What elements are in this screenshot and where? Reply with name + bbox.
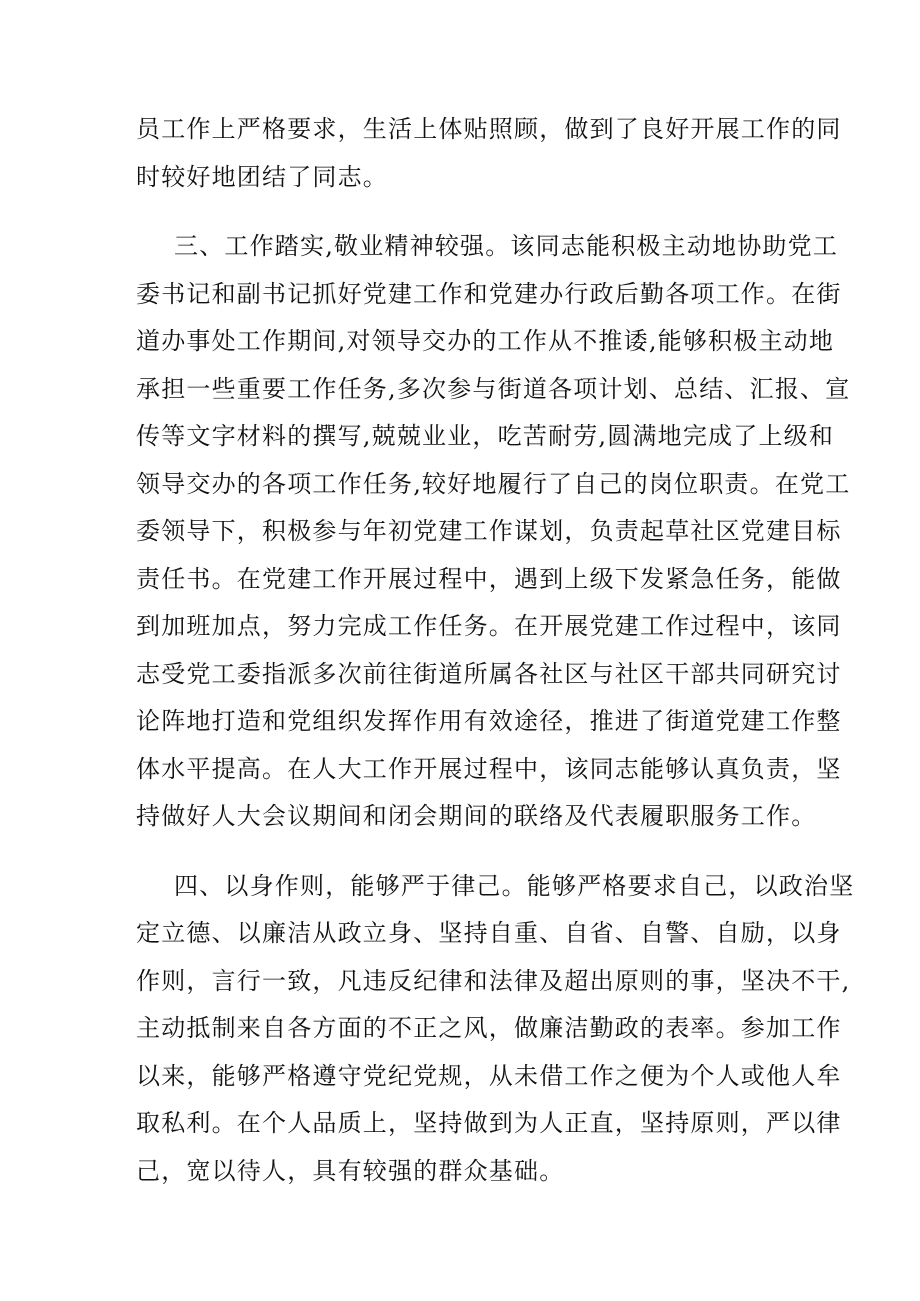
text-line: 论阵地打造和党组织发挥作用有效途径，推进了街道党建工作整 <box>136 707 842 735</box>
text-line: 体水平提高。在人大工作开展过程中，该同志能够认真负责，坚 <box>136 754 842 783</box>
text-line: 取私利。在个人品质上，坚持做到为人正直，坚持原则，严以律 <box>136 1109 842 1137</box>
text-line: 委书记和副书记抓好党建工作和党建办行政后勤各项工作。在街 <box>136 279 842 308</box>
text-line: 道办事处工作期间,对领导交办的工作从不推诿,能够积极主动地 <box>136 327 835 355</box>
text-line: 主动抵制来自各方面的不正之风，做廉洁勤政的表率。参加工作 <box>136 1014 842 1042</box>
text-line: 定立德、以廉洁从政立身、坚持自重、自省、自警、自励，以身 <box>136 919 842 947</box>
text-line: 持做好人大会议期间和闭会期间的联络及代表履职服务工作。 <box>136 802 817 830</box>
text-line: 时较好地团结了同志。 <box>136 162 388 191</box>
text-line: 委领导下，积极参与年初党建工作谋划，负责起草社区党建目标 <box>136 517 842 545</box>
text-line: 以来，能够严格遵守党纪党规，从未借工作之便为个人或他人牟 <box>136 1061 842 1090</box>
paragraph-continuation <box>0 106 920 201</box>
text-line: 志受党工委指派多次前往街道所属各社区与社区干部共同研究讨 <box>136 659 842 688</box>
text-line: 到加班加点，努力完成工作任务。在开展党建工作过程中，该同 <box>136 612 842 640</box>
paragraph-section-four <box>0 863 920 1196</box>
text-line: 责任书。在党建工作开展过程中，遇到上级下发紧急任务，能做 <box>136 564 842 593</box>
text-line: 作则，言行一致，凡违反纪律和法律及超出原则的事，坚决不干, <box>136 966 851 995</box>
text-line: 己，宽以待人，具有较强的群众基础。 <box>136 1156 565 1185</box>
text-line: 承担一些重要工作任务,多次参与街道各项计划、总结、汇报、宣 <box>136 374 851 403</box>
text-line: 领导交办的各项工作任务,较好地履行了自己的岗位职责。在党工 <box>136 469 851 498</box>
text-line: 员工作上严格要求，生活上体贴照顾，做到了良好开展工作的同 <box>136 115 842 143</box>
text-line: 三、工作踏实,敬业精神较强。该同志能积极主动地协助党工 <box>174 232 839 260</box>
paragraph-section-three <box>0 223 920 841</box>
text-line: 传等文字材料的撰写,兢兢业业，吃苦耐劳,圆满地完成了上级和 <box>136 422 835 450</box>
text-line: 四、以身作则，能够严于律己。能够严格要求自己，以政治坚 <box>174 871 855 900</box>
